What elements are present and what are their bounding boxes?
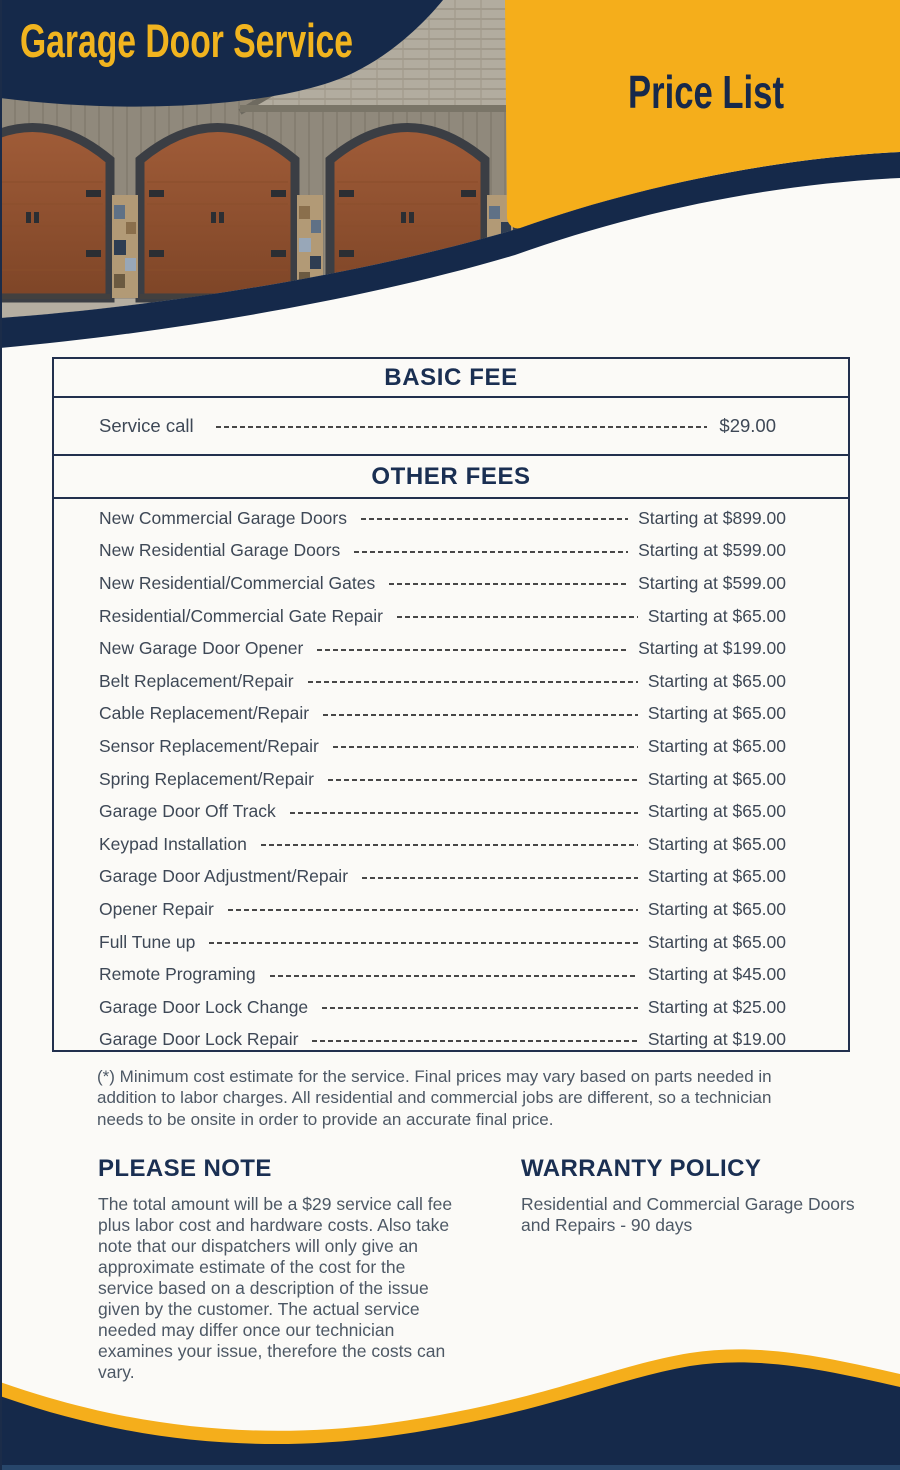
dashed-leader (308, 681, 638, 683)
warranty-policy-heading: WARRANTY POLICY (521, 1155, 762, 1182)
dashed-leader (270, 975, 638, 977)
dashed-leader (323, 714, 638, 716)
fee-row (54, 861, 848, 894)
fee-label: Belt Replacement/Repair (99, 670, 294, 691)
footnote-text: (*) Minimum cost estimate for the service. Final prices may vary based on parts needed in addition to labor charges. All residential and commercial jobs are different, so a technician needs to be onsite in order to provide an accurate final price. (97, 1067, 772, 1129)
fee-row (54, 698, 848, 731)
dashed-leader (354, 551, 628, 553)
basic-fee-heading: BASIC FEE (54, 359, 848, 398)
dashed-leader (333, 746, 638, 748)
fee-label: Opener Repair (99, 898, 214, 919)
fee-row (54, 567, 848, 600)
fee-row (54, 1024, 848, 1057)
fee-price: Starting at $19.00 (647, 1029, 786, 1050)
fee-row (54, 398, 848, 454)
fee-row (54, 600, 848, 633)
fee-label: Garage Door Lock Change (99, 996, 309, 1017)
fee-price: Starting at $45.00 (647, 964, 786, 985)
fee-price: Starting at $65.00 (647, 931, 786, 952)
fee-price: Starting at $65.00 (647, 866, 786, 887)
fee-price: Starting at $65.00 (647, 801, 786, 822)
fee-row (54, 828, 848, 861)
fee-price: Starting at $25.00 (647, 996, 786, 1017)
fee-row (54, 926, 848, 959)
fee-label: Remote Programing (99, 964, 256, 985)
warranty-policy-body: Residential and Commercial Garage Doors and Repairs - 90 days (521, 1194, 855, 1235)
fee-row (54, 795, 848, 828)
fee-row (54, 665, 848, 698)
dashed-leader (317, 649, 628, 651)
please-note-heading: PLEASE NOTE (98, 1155, 272, 1182)
footer-bottom-strip (0, 1465, 900, 1470)
dashed-leader (328, 779, 638, 781)
dashed-leader (216, 426, 708, 428)
fee-label: Service call (99, 415, 194, 436)
fee-label: Garage Door Lock Repair (99, 1029, 299, 1050)
fee-row (54, 632, 848, 665)
logo-text: Garage Door Service (20, 14, 353, 67)
garage-door (140, 128, 295, 300)
fee-label: New Residential Garage Doors (99, 540, 341, 561)
fee-price: Starting at $199.00 (638, 638, 786, 659)
fee-row (54, 958, 848, 991)
dashed-leader (361, 518, 628, 520)
fee-label: Garage Door Off Track (99, 801, 276, 822)
price-table (52, 357, 850, 1052)
fee-row (54, 502, 848, 535)
fee-price: Starting at $65.00 (647, 898, 786, 919)
stone-pillar (112, 195, 138, 298)
dashed-leader (228, 909, 638, 911)
fee-price: $29.00 (719, 415, 776, 436)
basic-fee-rows (54, 398, 848, 454)
fee-label: New Commercial Garage Doors (99, 507, 347, 528)
fee-label: Garage Door Adjustment/Repair (99, 866, 349, 887)
dashed-leader (389, 583, 628, 585)
dashed-leader (312, 1040, 637, 1042)
dashed-leader (290, 812, 638, 814)
fee-row (54, 535, 848, 568)
fee-price: Starting at $599.00 (638, 540, 786, 561)
fee-label: Full Tune up (99, 931, 196, 952)
fee-price: Starting at $599.00 (638, 572, 786, 593)
fee-label: Residential/Commercial Gate Repair (99, 605, 383, 626)
fee-label: New Garage Door Opener (99, 638, 304, 659)
fee-price: Starting at $65.00 (647, 735, 786, 756)
fee-row (54, 893, 848, 926)
dashed-leader (362, 877, 638, 879)
fee-price: Starting at $65.00 (647, 670, 786, 691)
fee-price: Starting at $65.00 (647, 703, 786, 724)
fee-price: Starting at $899.00 (638, 507, 786, 528)
garage-door (0, 128, 110, 300)
please-note-body: The total amount will be a $29 service call fee plus labor cost and hardware costs. Also take note that our dispatchers will only give an approximate estimate of the cost for the service based on a description of the issue given by the customer. The actual service needed may differ once our technician examines your issue, therefore the costs can vary. (98, 1194, 453, 1382)
page-title: Price List (628, 66, 784, 118)
fee-label: Sensor Replacement/Repair (99, 735, 319, 756)
fee-row (54, 763, 848, 796)
page-left-border (0, 0, 2, 1470)
fee-row (54, 991, 848, 1024)
fee-label: Cable Replacement/Repair (99, 703, 310, 724)
fee-row (54, 730, 848, 763)
dashed-leader (261, 844, 638, 846)
fee-price: Starting at $65.00 (647, 833, 786, 854)
other-fees-rows (54, 499, 848, 1056)
fee-label: New Residential/Commercial Gates (99, 572, 376, 593)
fee-label: Keypad Installation (99, 833, 247, 854)
dashed-leader (322, 1007, 638, 1009)
fee-price: Starting at $65.00 (647, 768, 786, 789)
header-banner (0, 0, 900, 350)
dashed-leader (209, 942, 638, 944)
dashed-leader (397, 616, 638, 618)
other-fees-heading: OTHER FEES (54, 454, 848, 499)
fee-price: Starting at $65.00 (647, 605, 786, 626)
fee-label: Spring Replacement/Repair (99, 768, 314, 789)
